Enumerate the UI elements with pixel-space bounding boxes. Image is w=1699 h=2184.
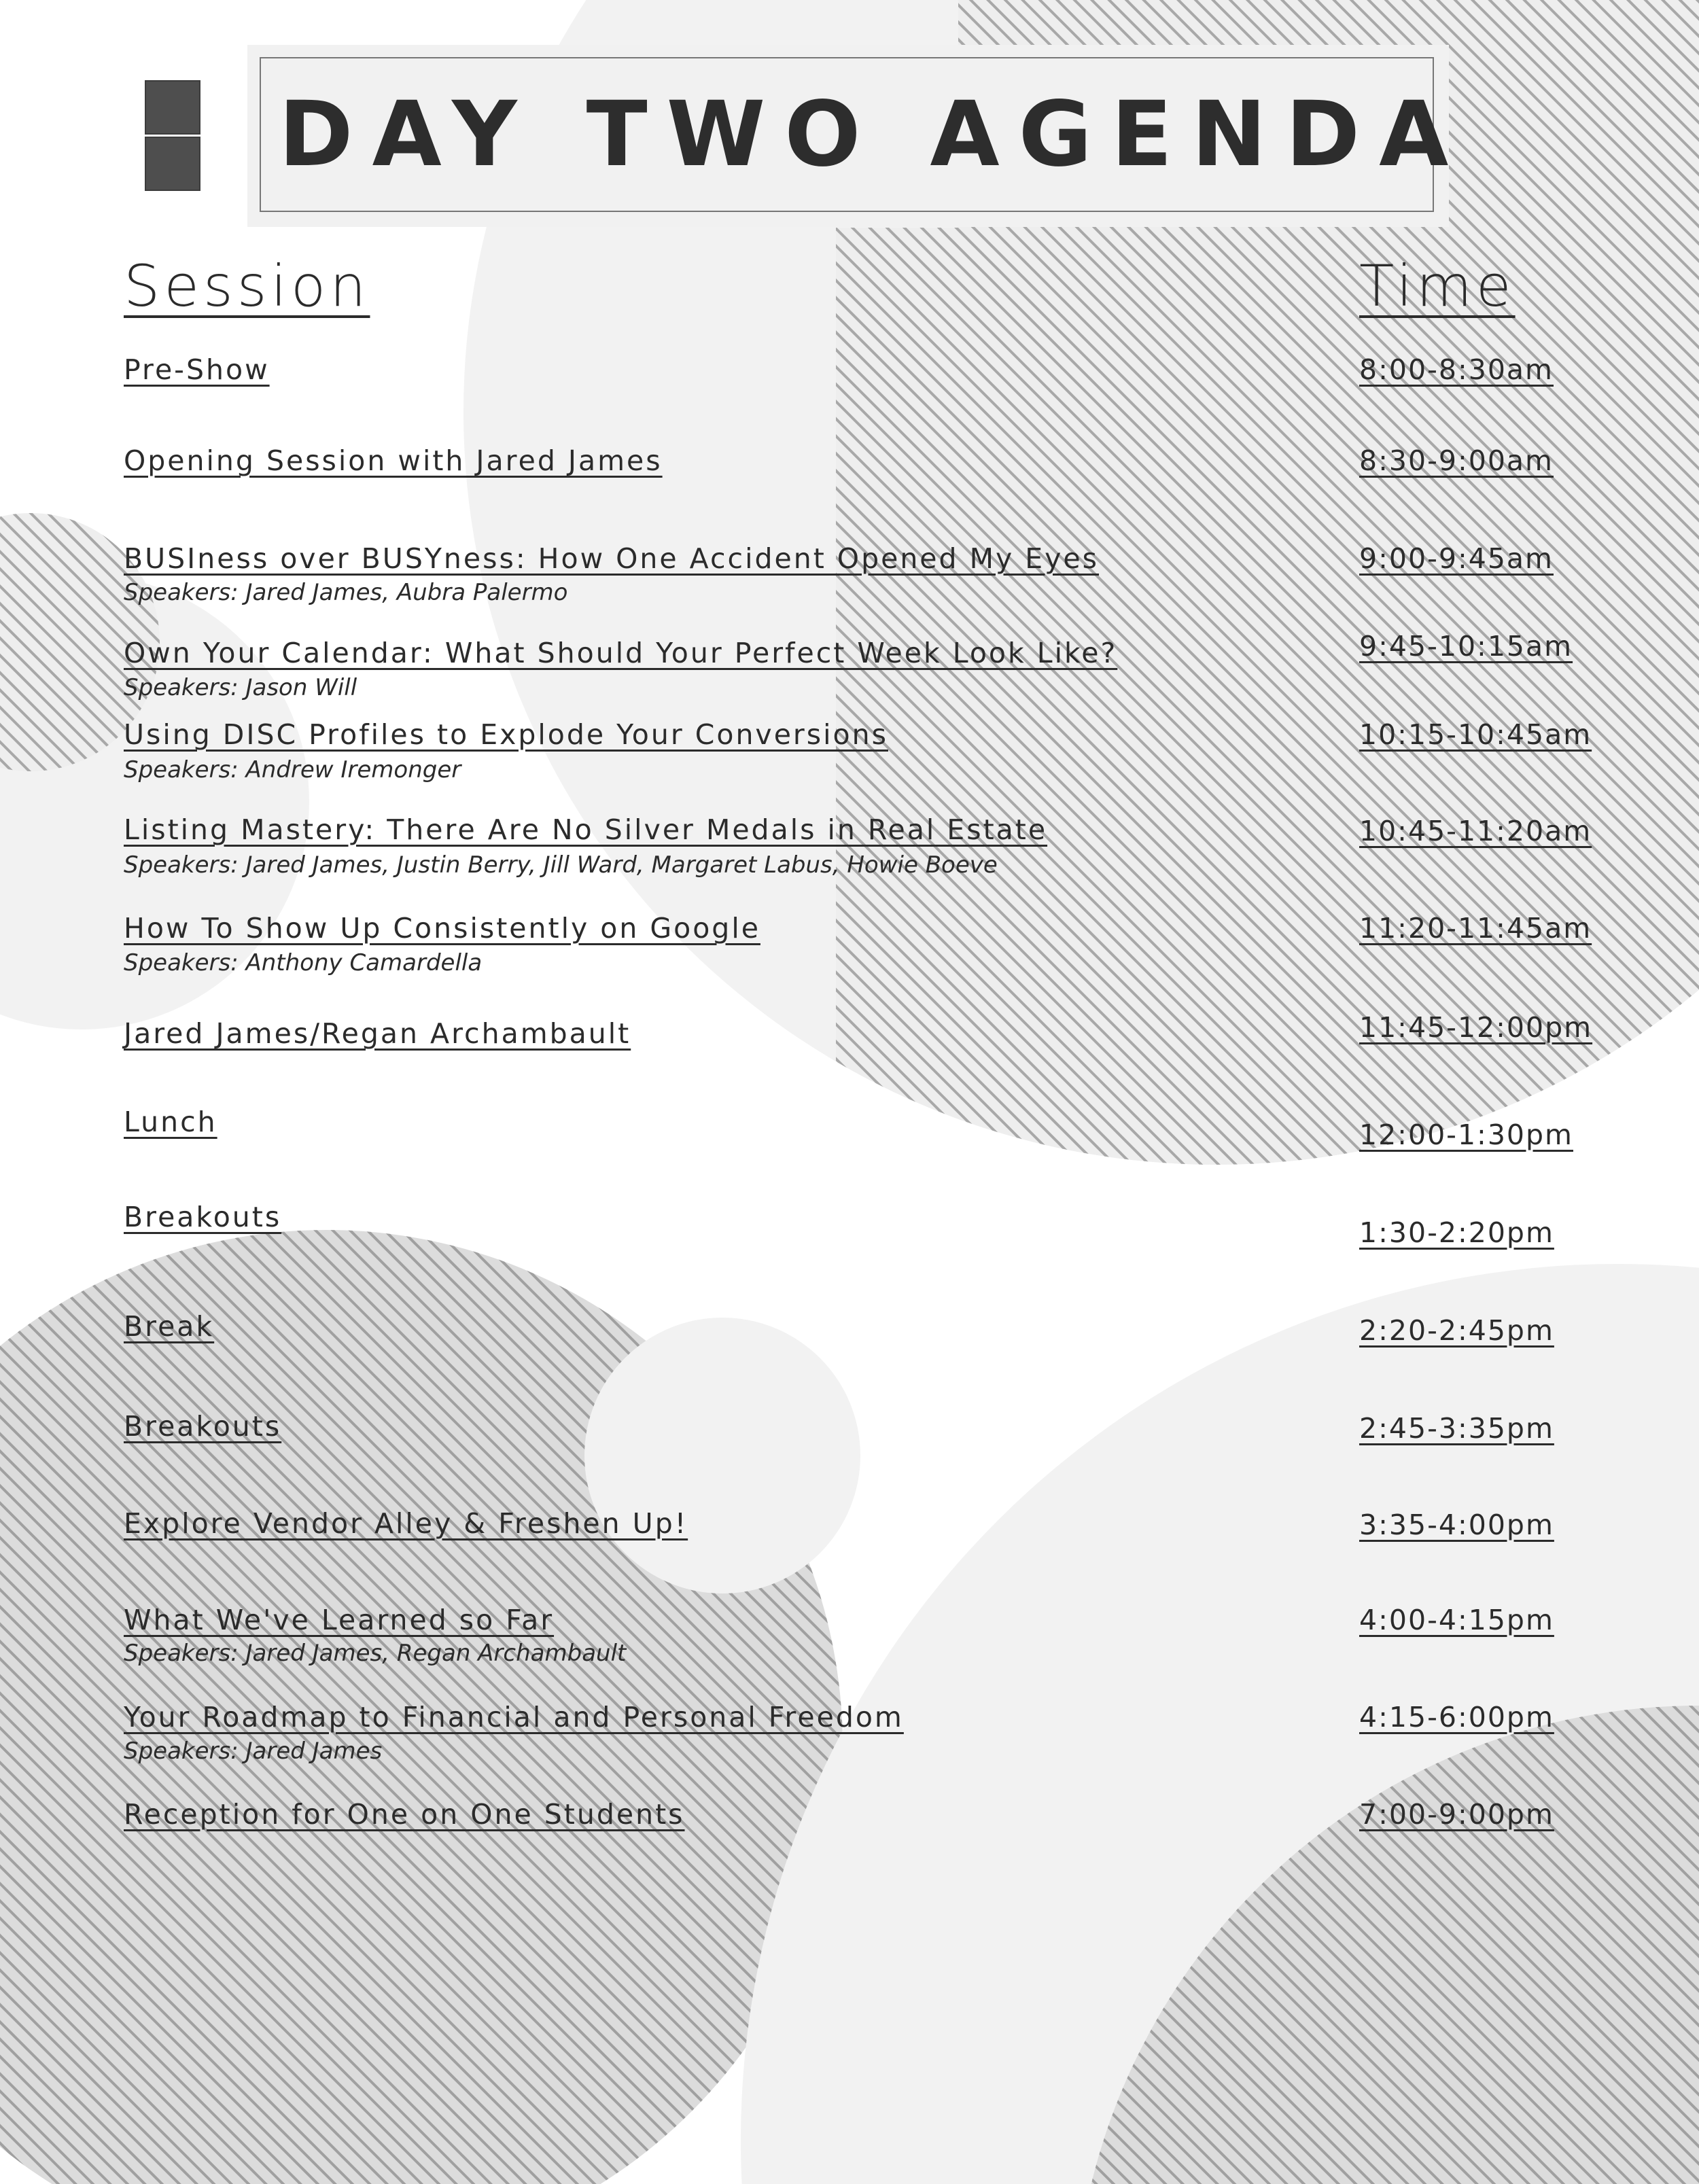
session-title: Opening Session with Jared James <box>124 444 663 477</box>
time-column-header: Time <box>1359 253 1516 319</box>
session-time: 4:15-6:00pm <box>1359 1701 1554 1733</box>
session-speakers: Speakers: Jared James, Justin Berry, Jill Ward, Margaret Labus, Howie Boeve <box>124 851 998 879</box>
session-title: Your Roadmap to Financial and Personal Freedom <box>124 1701 904 1733</box>
session-speakers: Speakers: Jared James, Regan Archambault <box>124 1640 627 1667</box>
session-title: Jared James/Regan Archambault <box>124 1017 631 1050</box>
title-frame <box>260 57 1468 212</box>
session-column-header: Session <box>124 253 370 319</box>
session-title: Reception for One on One Students <box>124 1798 685 1831</box>
small-circle <box>584 1318 860 1593</box>
logo-block-bottom <box>145 137 200 191</box>
session-title: Breakouts <box>124 1410 282 1443</box>
session-speakers: Speakers: Andrew Iremonger <box>124 756 461 783</box>
session-speakers: Speakers: Anthony Camardella <box>124 949 483 976</box>
session-time: 2:45-3:35pm <box>1359 1412 1554 1445</box>
session-time: 11:45-12:00pm <box>1359 1011 1593 1044</box>
session-time: 9:00-9:45am <box>1359 542 1554 575</box>
session-title: Breakouts <box>124 1201 282 1233</box>
session-speakers: Speakers: Jason Will <box>124 674 357 701</box>
session-time: 8:30-9:00am <box>1359 444 1554 477</box>
session-title: Break <box>124 1310 215 1343</box>
session-time: 9:45-10:15am <box>1359 630 1573 663</box>
session-title: Explore Vendor Alley & Freshen Up! <box>124 1507 688 1540</box>
session-title: Lunch <box>124 1106 217 1138</box>
session-time: 10:45-11:20am <box>1359 815 1592 847</box>
title-banner <box>247 45 1468 227</box>
session-title: Own Your Calendar: What Should Your Perfect Week Look Like? <box>124 637 1118 669</box>
session-title: Listing Mastery: There Are No Silver Medals in Real Estate <box>124 813 1048 846</box>
session-title: Pre-Show <box>124 353 270 386</box>
session-speakers: Speakers: Jared James, Aubra Palermo <box>124 579 568 606</box>
session-time: 10:15-10:45am <box>1359 718 1592 751</box>
session-title: How To Show Up Consistently on Google <box>124 912 760 945</box>
session-time: 12:00-1:30pm <box>1359 1119 1573 1151</box>
session-title: BUSIness over BUSYness: How One Accident Opened My Eyes <box>124 542 1100 575</box>
session-time: 11:20-11:45am <box>1359 912 1592 945</box>
session-time: 2:20-2:45pm <box>1359 1314 1554 1347</box>
session-time: 8:00-8:30am <box>1359 353 1554 386</box>
session-time: 1:30-2:20pm <box>1359 1216 1554 1249</box>
session-time: 3:35-4:00pm <box>1359 1509 1554 1541</box>
session-time: 7:00-9:00pm <box>1359 1798 1554 1831</box>
session-title: Using DISC Profiles to Explode Your Conversions <box>124 718 888 751</box>
session-title: What We've Learned so Far <box>124 1604 555 1636</box>
session-speakers: Speakers: Jared James <box>124 1738 383 1765</box>
logo-block-top <box>145 80 200 135</box>
session-time: 4:00-4:15pm <box>1359 1604 1554 1636</box>
page-title: DAY TWO AGENDA <box>279 82 1468 187</box>
